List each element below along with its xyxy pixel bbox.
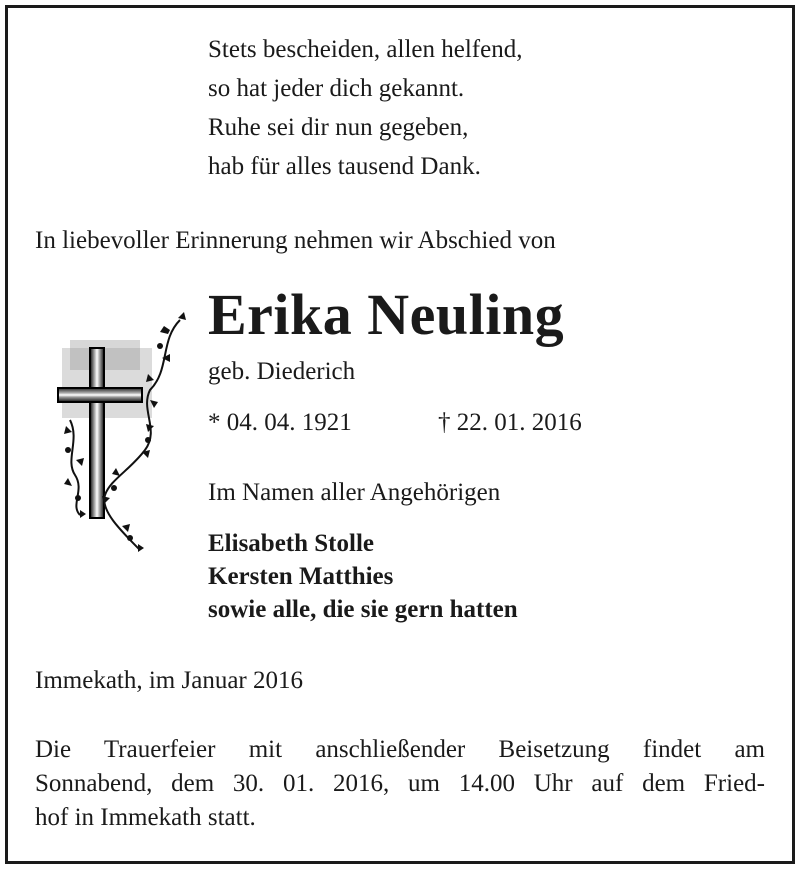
service-notice (35, 733, 765, 835)
birth-date: * 04. 04. 1921 (208, 409, 352, 436)
service-line: Sonnabend, dem 30. 01. 2016, um 14.00 Uhr auf dem Fried- (35, 770, 765, 797)
intro-text: In liebevoller Erinnerung nehmen wir Abschied von (35, 227, 556, 254)
maiden-name: geb. Diederich (208, 358, 356, 385)
mourner-name: Elisabeth Stolle (208, 530, 374, 557)
death-date: † 22. 01. 2016 (438, 409, 582, 436)
poem (208, 30, 522, 186)
poem-line: Stets bescheiden, allen helfend, (208, 36, 523, 63)
deceased-name: Erika Neuling (208, 282, 565, 347)
mourner-name: Kersten Matthies (208, 563, 394, 590)
poem-line: Ruhe sei dir nun gegeben, (208, 114, 469, 141)
mourners-list (208, 527, 518, 626)
service-line: Die Trauerfeier mit anschließender Beisetzung findet am (35, 736, 765, 763)
poem-line: hab für alles tausend Dank. (208, 153, 481, 180)
behalf-line: Im Namen aller Angehörigen (208, 479, 501, 506)
service-line: hof in Immekath statt. (35, 804, 256, 831)
place-date: Immekath, im Januar 2016 (35, 667, 303, 694)
poem-line: so hat jeder dich gekannt. (208, 75, 465, 102)
mourner-name: sowie alle, die sie gern hatten (208, 596, 518, 623)
cross-with-ivy-icon (50, 300, 200, 570)
